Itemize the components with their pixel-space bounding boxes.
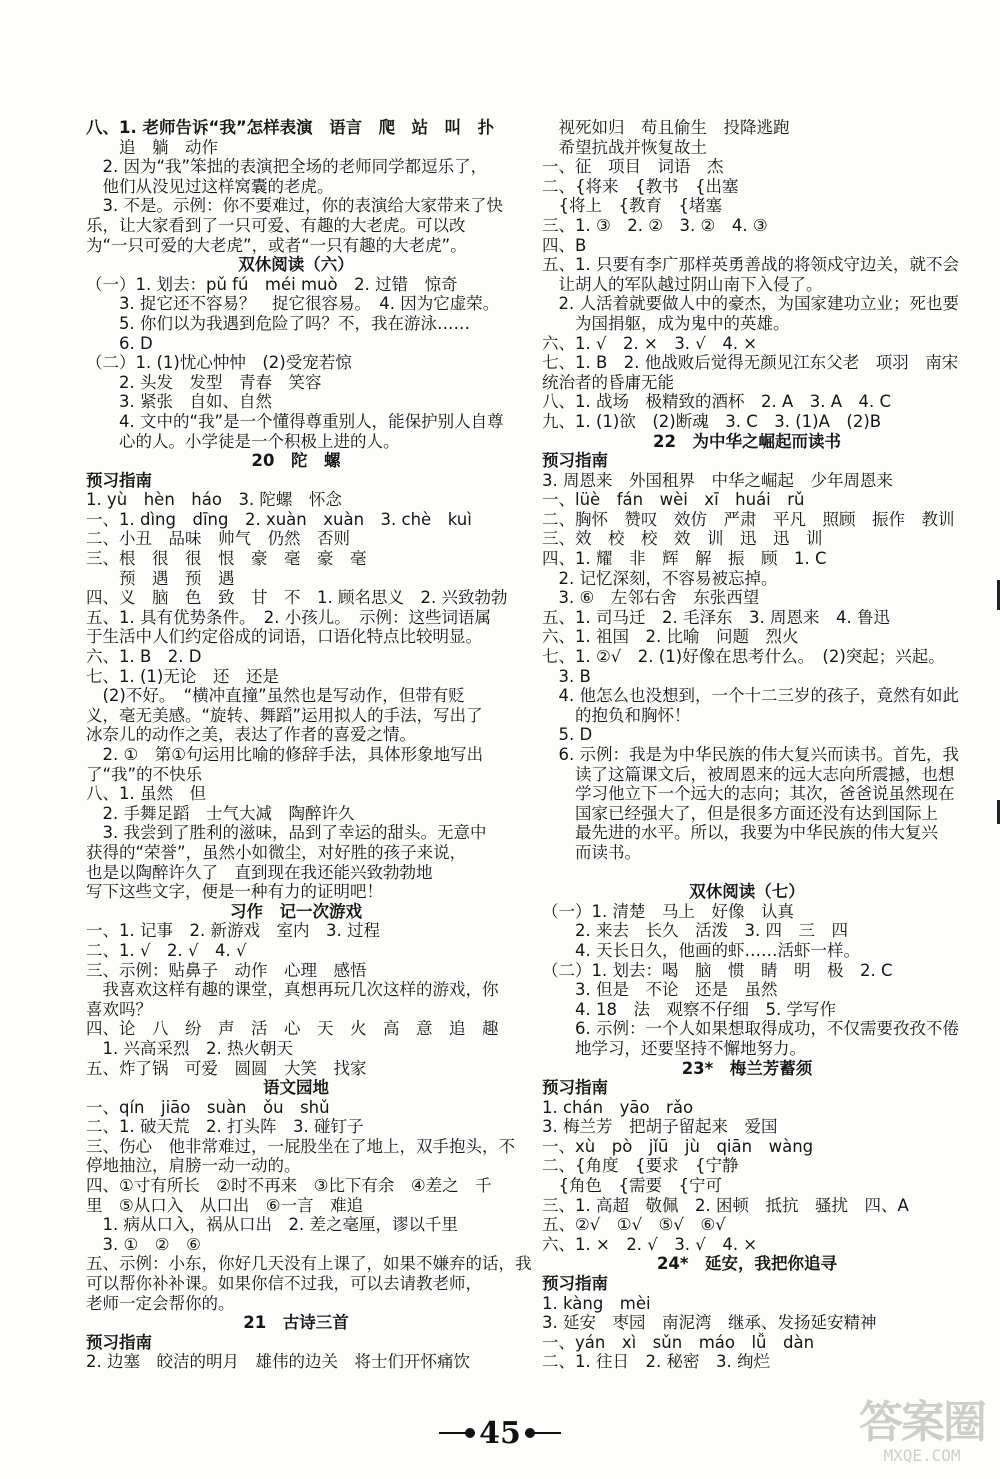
answer-line: 读了这篇课文后，被周恩来的远大志向所震撼，也想: [575, 764, 955, 784]
subsection-heading: 预习指南: [542, 451, 608, 471]
answer-line: 2. 手舞足蹈 士气大减 陶醉许久: [102, 803, 355, 823]
answer-line: 6. 示例：一个人如果想取得成功，不仅需要孜孜不倦: [575, 1019, 959, 1039]
answer-line: 八、1. 战场 极精致的酒杯 2. A 3. A 4. C: [542, 392, 892, 412]
left-column: [86, 118, 532, 1372]
subsection-heading: 预习指南: [542, 1078, 608, 1098]
answer-line: 6. 示例：我是为中华民族的伟大复兴而读书。首先，我: [558, 745, 959, 764]
answer-line: 九、1. (1)欲 (2)断魂 3. C 3. (1)A (2)B: [542, 411, 882, 431]
answer-line: 五、1. 具有优势条件。 2. 小孩儿。 示例：这些词语属: [86, 607, 491, 627]
answer-line: 三、根 很 很 恨 豪 毫 豪 毫: [86, 549, 367, 569]
answer-line: 五、1. 司马迁 2. 毛泽东 3. 周恩来 4. 鲁迅: [542, 607, 890, 627]
answer-line: 二、{将来 {教书 {出塞: [542, 176, 739, 196]
page-number-text: 45: [479, 1415, 521, 1451]
answer-line: 1. 兴高采烈 2. 热火朝天: [102, 1038, 293, 1058]
section-title: 双休阅读（六）: [238, 255, 354, 275]
answer-line: 六、1. √ 2. × 3. √ 4. ×: [542, 333, 758, 353]
section-title: 22 为中华之崛起而读书: [653, 431, 841, 451]
answer-line: 一、1. dìng dīng 2. xuàn xuàn 3. chè kuì: [86, 509, 472, 529]
answer-line: 他们从没见过这样窝囊的老虎。: [102, 176, 334, 196]
answer-line: 四、1. 耀 非 辉 解 振 顾 1. C: [542, 549, 827, 569]
answer-line: 心的人。小学徒是一个积极上进的人。: [119, 431, 400, 451]
answer-line: 3. 延安 枣园 南泥湾 继承、发扬延安精神: [542, 1313, 877, 1333]
answer-line: 让胡人的军队越过阴山南下入侵了。: [558, 274, 823, 294]
section-title: 习作 记一次游戏: [230, 901, 362, 921]
answer-line: 一、lüè fán wèi xī huái rǔ: [542, 490, 805, 510]
answer-line: 国家已经强大了，但是很多方面还没有达到国际上: [575, 803, 938, 823]
answer-line: 3. 捉它还不容易？ 捉它很容易。 4. 因为它虚荣。: [119, 294, 500, 314]
answer-line: 2. 记忆深刻，不容易被忘掉。: [558, 568, 778, 588]
section-title: 24* 延安，我把你追寻: [656, 1254, 838, 1274]
answer-line: （一）1. 清楚 马上 好像 认真: [542, 901, 794, 921]
answer-line: 乐，让大家看到了一只可爱、有趣的大老虎。可以改: [86, 215, 466, 235]
answer-line: （二）1. (1)忧心忡忡 (2)受宠若惊: [86, 353, 352, 373]
answer-line: 3. ① ② ⑥: [102, 1234, 201, 1254]
answer-line: 获得的“荣誉”，虽然小如微尘，对好胜的孩子来说，: [86, 842, 467, 862]
answer-line: 五、1. 只要有李广那样英勇善战的将领戍守边关，就不会: [542, 255, 959, 275]
answer-line: 五、②√ ①√ ⑤√ ⑥√: [542, 1215, 726, 1235]
answer-line: 视死如归 苟且偷生 投降逃跑: [558, 118, 790, 137]
answer-line: 老师一定会帮你的。: [86, 1293, 235, 1313]
answer-line: 了“我”的不快乐: [86, 764, 203, 784]
answer-line: 6. D: [119, 333, 153, 353]
answer-line: （一）1. 划去：pǔ fú méi muò 2. 过错 惊奇: [86, 274, 458, 294]
answer-line: 一、qín jiāo suàn ǒu shǔ: [86, 1097, 330, 1117]
answer-line: 五、示例：小东，你好几天没有上课了，如果不嫌弃的话，我: [86, 1254, 532, 1274]
answer-line: 2. 头发 发型 青春 笑容: [119, 372, 322, 392]
answer-line: 四、B: [542, 235, 587, 255]
ornament-left-icon: [439, 1428, 475, 1438]
answer-line: 二、1. 破天荒 2. 打头阵 3. 碰钉子: [86, 1117, 364, 1137]
answer-line: 2. 人活着就要做人中的豪杰，为国家建功立业；死也要: [558, 294, 959, 314]
answer-line: （二）1. 划去：喝 脑 惯 睛 明 极 2. C: [542, 960, 893, 980]
answer-line: 而读书。: [575, 842, 641, 862]
answer-line: 一、征 项目 词语 杰: [542, 157, 724, 177]
answer-line: 学习他立下一个远大的志向；其次，爸爸说虽然现在: [575, 784, 955, 804]
answer-line: 2. 边塞 皎洁的明月 雄伟的边关 将士们开怀痛饮: [86, 1352, 470, 1372]
answer-line: 一、yán xì sǔn máo lǚ dàn: [542, 1332, 815, 1352]
answer-line: 我喜欢这样有趣的课堂，真想再玩几次这样的游戏，你: [102, 980, 499, 1000]
answer-line: 三、示例：贴鼻子 动作 心理 感悟: [86, 960, 367, 980]
answer-line: 停地抽泣，肩膀一动一动的。: [86, 1156, 301, 1176]
answer-line: 为国捐躯，成为鬼中的英雄。: [575, 313, 790, 333]
answer-line: 六、1. × 2. √ 3. √ 4. ×: [542, 1234, 758, 1254]
subsection-heading: 预习指南: [86, 1332, 152, 1352]
answer-line: 1. yù hèn háo 3. 陀螺 怀念: [86, 490, 342, 510]
answer-line: 的抱负和胸怀！: [575, 705, 691, 725]
answer-line: [542, 863, 952, 883]
watermark: [852, 1399, 992, 1473]
answer-line: 二、小丑 品味 帅气 仍然 否则: [86, 529, 350, 549]
answer-line: 希望抗战并恢复故土: [558, 137, 707, 157]
answer-line: 4. 文中的“我”是一个懂得尊重别人，能保护别人自尊: [119, 411, 504, 431]
answer-line: 里 ⑤从口入 从口出 ⑥一言 难追: [86, 1195, 364, 1215]
answer-line: 四、论 八 纷 声 活 心 天 火 高 意 追 趣: [86, 1019, 499, 1039]
answer-line: 喜欢吗？: [86, 999, 152, 1019]
answer-line: 4. 天长日久，他画的虾……活虾一样。: [575, 940, 860, 960]
answer-line: 3. ⑥ 左邻右舍 东张西望: [558, 588, 760, 608]
answer-line: 七、1. B 2. 他战败后觉得无颜见江东父老 项羽 南宋: [542, 353, 959, 373]
ornament-right-icon: [525, 1428, 561, 1438]
answer-line: 追 躺 动作: [119, 137, 218, 157]
answer-line: 二、{角度 {要求 {宁静: [542, 1156, 739, 1176]
answer-line: 1. 病从口入，祸从口出 2. 差之毫厘，谬以千里: [102, 1215, 458, 1235]
answer-line: 预 遇 预 遇: [119, 568, 235, 588]
answer-line: {角色 {需要 {宁可: [558, 1176, 722, 1196]
section-title: 23* 梅兰芳蓄须: [681, 1058, 813, 1078]
answer-line: 1. chán yāo rǎo: [542, 1097, 694, 1117]
answer-line: 3. 但是 不论 还是 虽然: [575, 980, 778, 1000]
watermark-logo: 答案圈: [859, 1397, 985, 1448]
answer-line: 三、1. ③ 2. ② 3. ② 4. ③: [542, 215, 768, 235]
answer-line: 地学习，还要坚持不懈地努力。: [575, 1038, 806, 1058]
right-column: [542, 118, 959, 1372]
answer-line: 八、1. 虽然 但: [86, 784, 206, 804]
subsection-heading: 预习指南: [542, 1274, 608, 1294]
page-footer: [0, 1413, 1000, 1453]
answer-line: 3. 紧张 自如、自然: [119, 392, 272, 412]
answer-line: 3. 梅兰芳 把胡子留起来 爱国: [542, 1117, 778, 1137]
answer-line: 5. D: [558, 725, 593, 745]
answer-line: 4. 他怎么也没想到，一个十二三岁的孩子，竟然有如此: [558, 686, 959, 706]
answer-line: 二、胸怀 赞叹 效仿 严肃 平凡 照顾 振作 教训: [542, 509, 955, 529]
answer-line: 二、1. 往日 2. 秘密 3. 绚烂: [542, 1352, 770, 1372]
answer-line: {将上 {教育 {堵塞: [558, 196, 722, 216]
subsection-heading: 八、1. 老师告诉“我”怎样表演 语言 爬 站 叫 扑: [86, 118, 495, 137]
section-title: 20 陀 螺: [251, 451, 341, 471]
answer-line: 于生活中人们约定俗成的词语，口语化特点比较明显。: [86, 627, 482, 647]
answer-line: 为“一只可爱的大老虎”，或者“一只有趣的大老虎”。: [86, 235, 467, 255]
answer-line: 最先进的水平。所以，我要为中华民族的伟大复兴: [575, 823, 938, 843]
answer-line: 二、1. √ 2. √ 4. √: [86, 940, 247, 960]
answer-line: 2. 因为“我”笨拙的表演把全场的老师同学都逗乐了，: [102, 157, 488, 177]
answer-line: 写下这些文字，便是一种有力的证明吧！: [86, 882, 383, 902]
section-title: 双休阅读（七）: [689, 882, 805, 902]
answer-line: 四、①寸有所长 ②时不再来 ③比下有余 ④差之 千: [86, 1176, 492, 1196]
answer-line: 义，毫无美感。“旋转、舞蹈”运用拟人的手法，写出了: [86, 705, 483, 725]
answer-line: (2)不好。 “横冲直撞”虽然也是写动作，但带有贬: [102, 686, 465, 706]
answer-line: 五、炸了锅 可爱 圆圆 大笑 找家: [86, 1058, 367, 1078]
answer-line: 2. 来去 长久 活泼 3. 四 三 四: [575, 921, 848, 941]
answer-line: 七、1. (1)无论 还 还是: [86, 666, 279, 686]
answer-line: 四、义 脑 色 致 甘 不 1. 顾名思义 2. 兴致勃勃: [86, 588, 508, 608]
answer-line: 一、xù pò jǐū jù qiān wàng: [542, 1136, 814, 1156]
subsection-heading: 预习指南: [86, 470, 152, 490]
answer-line: 三、伤心 他非常难过，一屁股坐在了地上，双手抱头，不: [86, 1136, 515, 1156]
answer-line: 一、1. 记事 2. 新游戏 室内 3. 过程: [86, 921, 380, 941]
answer-line: 4. 18 法 观察不仔细 5. 学写作: [575, 999, 836, 1019]
answer-line: 三、1. 高超 敬佩 2. 困顿 抵抗 骚扰 四、A: [542, 1195, 909, 1215]
answer-line: 3. 不是。示例：你不要难过，你的表演给大家带来了快: [102, 196, 503, 216]
answer-line: 1. kàng mèi: [542, 1293, 651, 1313]
answer-line: 2. ① 第①句运用比喻的修辞手法，具体形象地写出: [102, 745, 484, 764]
answer-line: 七、1. ②√ 2. (1)好像在思考什么。 (2)突起；兴起。: [542, 647, 945, 667]
answer-line: 3. 周恩来 外国租界 中华之崛起 少年周恩来: [542, 470, 893, 490]
page-number: [439, 1416, 561, 1451]
answer-line: 六、1. B 2. D: [86, 647, 202, 667]
answer-line: 冰奈儿的动作之美，表达了作者的喜爱之情。: [86, 725, 416, 745]
answer-line: 3. B: [558, 666, 591, 686]
section-title: 语文园地: [263, 1078, 329, 1098]
answer-line: 可以帮你补补课。如果你信不过我，可以去请教老师，: [86, 1274, 482, 1294]
watermark-url: MXQE.COM: [883, 1446, 961, 1465]
answer-line: 5. 你们以为我遇到危险了吗？不，我在游泳……: [119, 313, 470, 333]
answer-line: 三、效 校 校 效 训 迅 迅 训: [542, 529, 823, 549]
answer-line: 统治者的昏庸无能: [542, 372, 674, 392]
section-title: 21 古诗三首: [243, 1313, 349, 1333]
answer-line: 3. 我尝到了胜利的滋味，品到了幸运的甜头。无意中: [102, 823, 487, 843]
answer-line: 也是以陶醉许久了 直到现在我还能兴致勃勃地: [86, 862, 433, 882]
answer-line: 六、1. 祖国 2. 比喻 问题 烈火: [542, 627, 799, 647]
